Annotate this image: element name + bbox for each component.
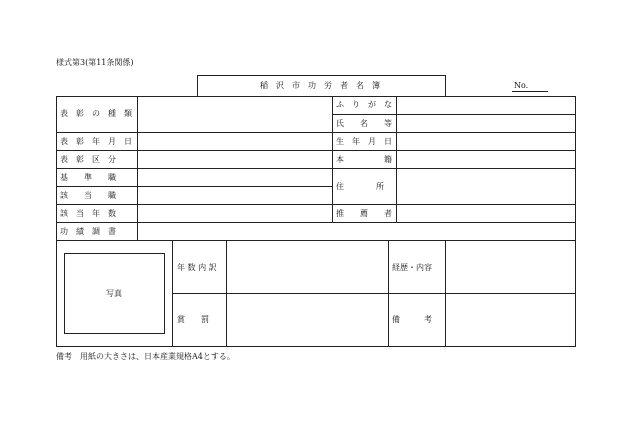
label-years-breakdown: 年 数 内 訳 (177, 263, 217, 272)
no-underline (512, 91, 548, 92)
label-relevant-position: 該 当 職 (60, 191, 116, 200)
label-rewards-punishments: 賞 罰 (177, 315, 209, 324)
label-basic-position: 基 準 職 (60, 173, 116, 182)
grid-line (172, 240, 173, 347)
grid-line (56, 168, 576, 169)
label-furigana: ふ り が な (336, 100, 392, 109)
grid-line (226, 240, 227, 347)
grid-line (332, 114, 576, 115)
grid-line (56, 186, 332, 187)
photo-label: 写真 (106, 289, 122, 298)
grid-line (56, 96, 57, 347)
label-award-category: 表 彰 区 分 (60, 155, 116, 164)
label-award-date: 表 彰 年 月 日 (60, 137, 132, 146)
label-domicile: 本 籍 (336, 155, 392, 164)
grid-line (56, 96, 576, 97)
label-birth-date: 生 年 月 日 (336, 137, 392, 146)
label-name: 氏 名 等 (336, 119, 392, 128)
label-recommender: 推 薦 者 (336, 209, 392, 218)
grid-line (575, 96, 576, 347)
no-label: No. (514, 81, 529, 90)
label-address: 住 所 (336, 182, 384, 191)
grid-line (56, 132, 576, 133)
grid-line (172, 293, 576, 294)
grid-line (56, 222, 576, 223)
form-number: 様式第3(第11条関係) (56, 58, 134, 67)
grid-line (56, 204, 576, 205)
label-relevant-years: 該 当 年 数 (60, 209, 116, 218)
label-career-details: 経歴・内容 (392, 263, 432, 272)
label-award-type: 表 彰 の 種 類 (60, 109, 132, 118)
grid-line (332, 96, 333, 223)
label-remarks: 備 考 (392, 315, 432, 324)
grid-line (445, 240, 446, 347)
grid-line (137, 96, 138, 241)
grid-line (56, 346, 576, 347)
grid-line (56, 240, 576, 241)
label-merit-record: 功 績 調 書 (60, 227, 116, 236)
footnote: 備考 用紙の大きさは、日本産業規格A4とする。 (56, 352, 235, 361)
grid-line (388, 240, 389, 347)
grid-line (396, 96, 397, 223)
page-title: 稲 沢 市 功 労 者 名 簿 (260, 81, 380, 90)
grid-line (56, 150, 576, 151)
